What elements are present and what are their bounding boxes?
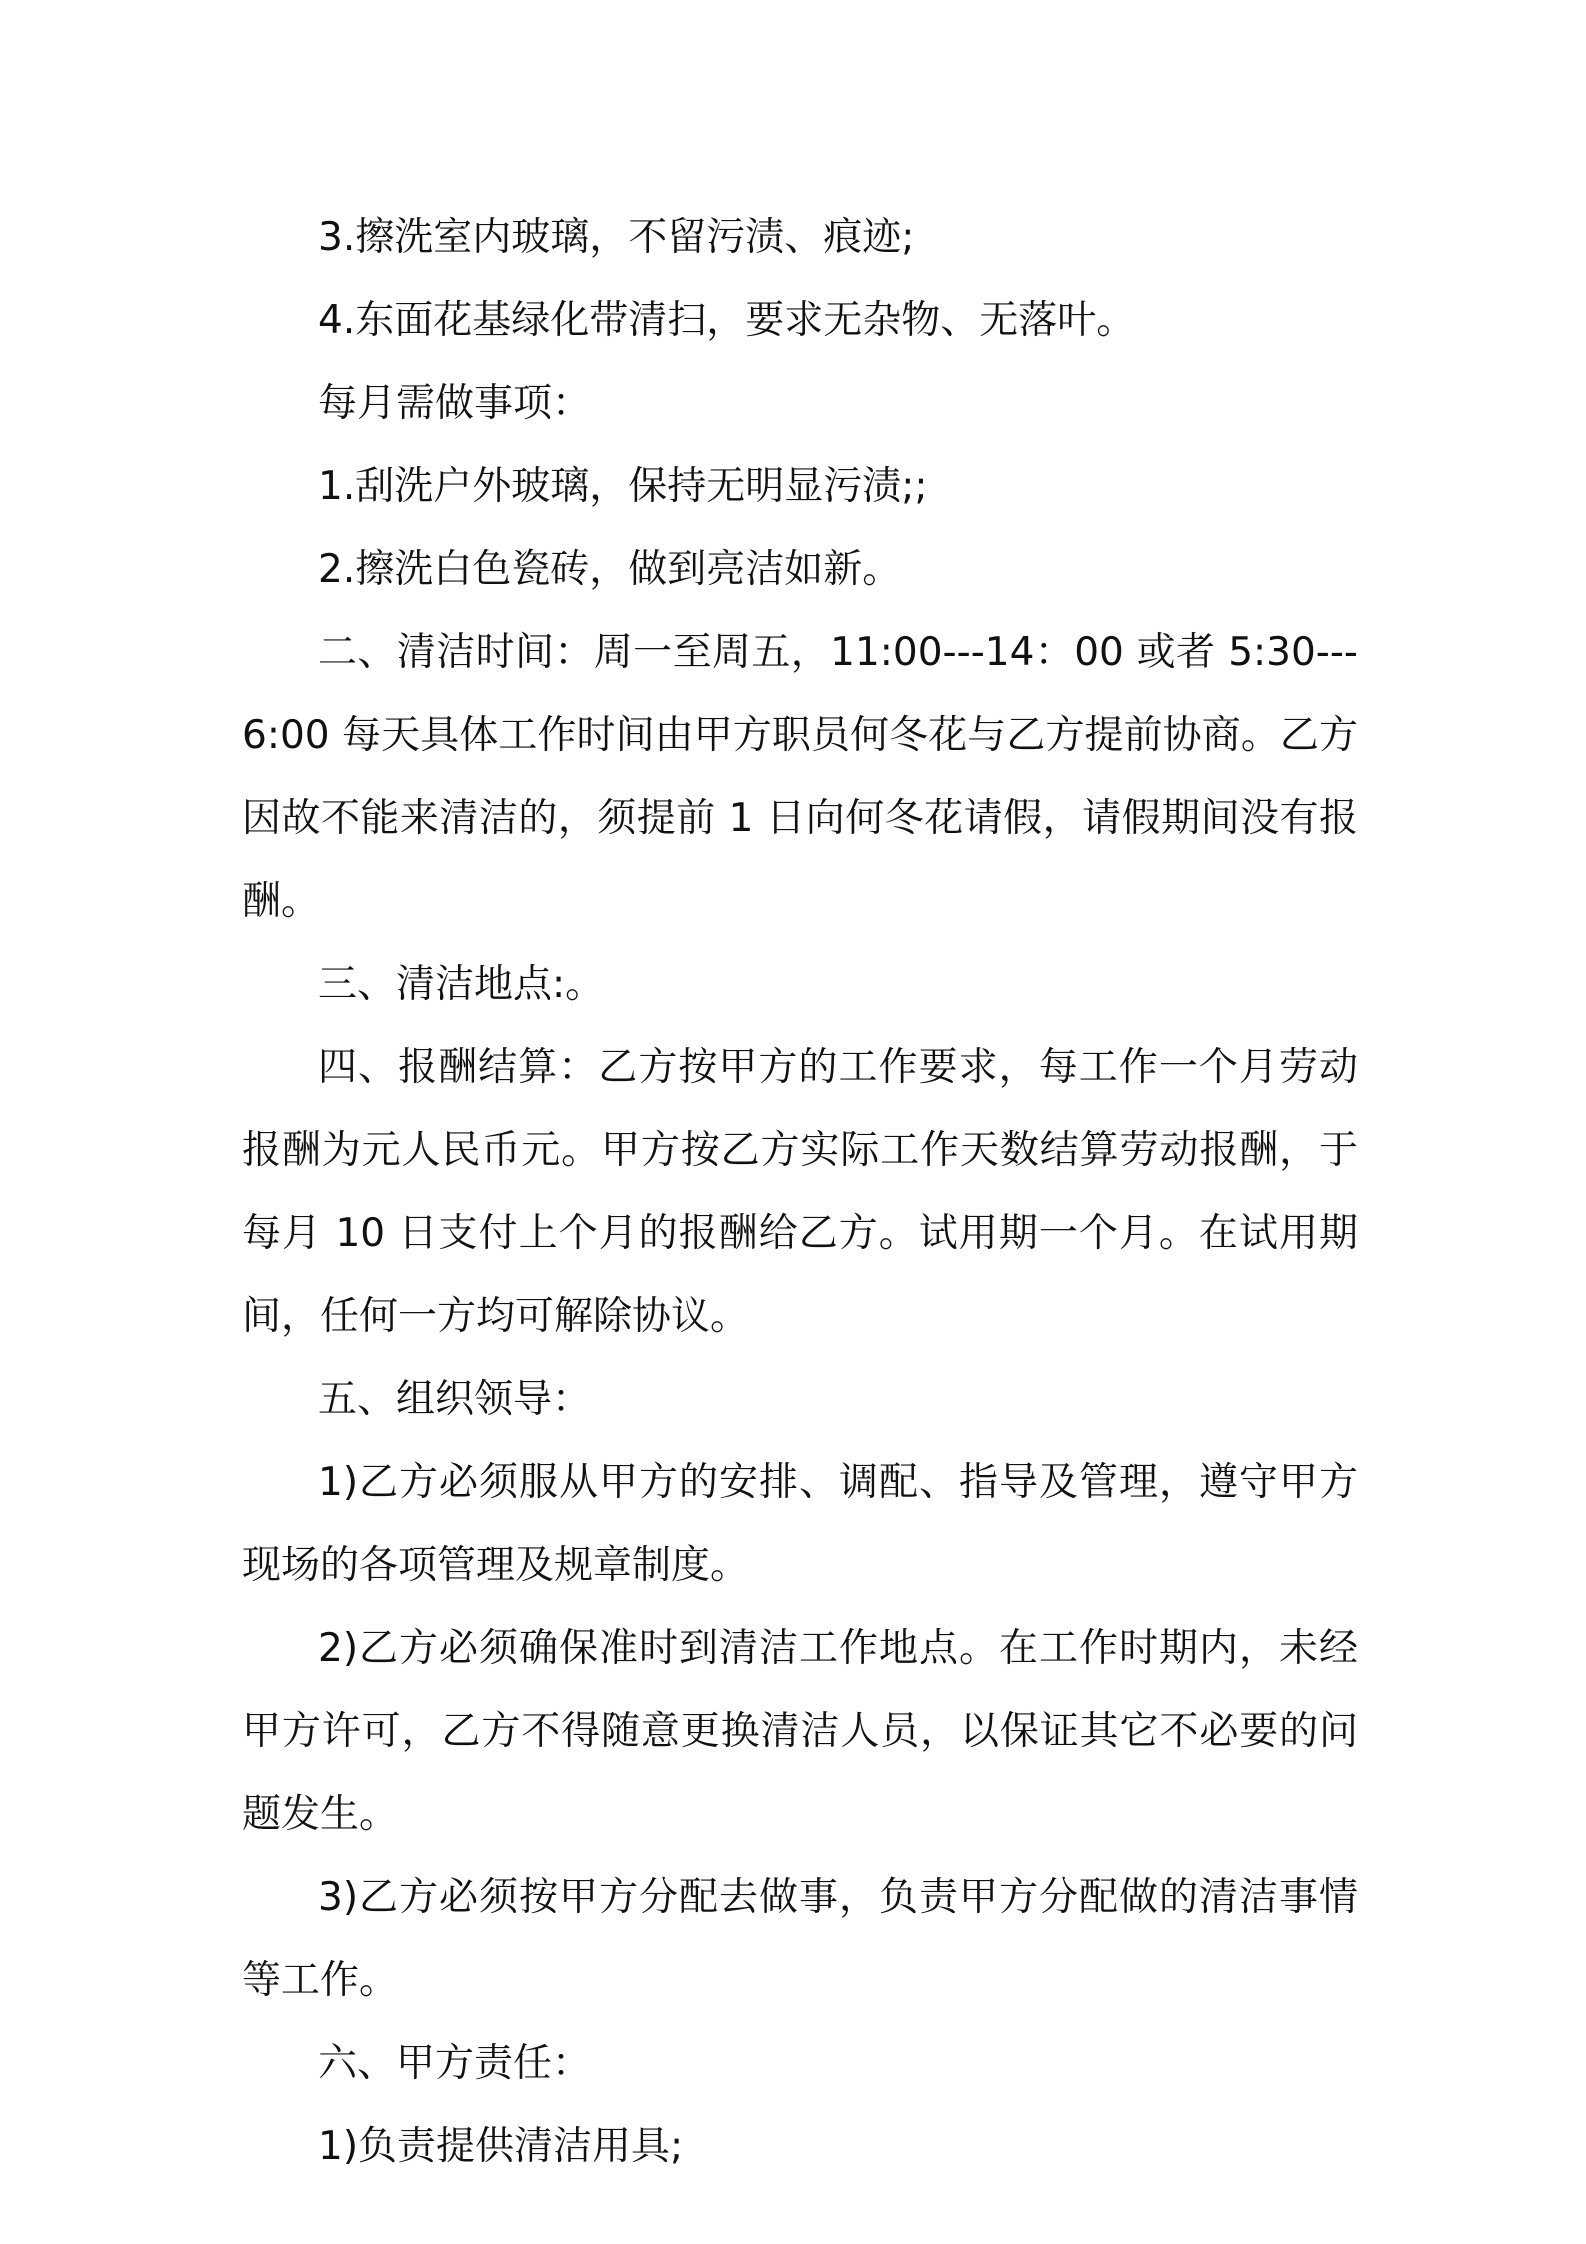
paragraph-cleaning-time: 二、清洁时间：周一至周五，11:00---14：00 或者 5:30---6:00 每天具体工作时间由甲方职员何冬花与乙方提前协商。乙方因故不能来清洁的，须提前 1 日向何冬花请假，请假期间没有报酬。 — [242, 630, 1358, 924]
paragraph-monthly-item-1: 1.刮洗户外玻璃，保持无明显污渍;; — [318, 464, 928, 509]
paragraph-cleaning-location: 三、清洁地点:。 — [318, 962, 605, 1007]
document-body — [242, 196, 1358, 2188]
paragraph-organization-heading: 五、组织领导： — [318, 1377, 592, 1422]
paragraph-party-a-heading: 六、甲方责任： — [318, 2041, 592, 2086]
paragraph-daily-item-4: 4.东面花基绿化带清扫，要求无杂物、无落叶。 — [318, 298, 1136, 343]
paragraph-organization-item-3: 3)乙方必须按甲方分配去做事，负责甲方分配做的清洁事情等工作。 — [242, 1875, 1358, 2003]
paragraph-payment-settlement: 四、报酬结算：乙方按甲方的工作要求，每工作一个月劳动报酬为元人民币元。甲方按乙方实际工作天数结算劳动报酬，于每月 10 日支付上个月的报酬给乙方。试用期一个月。在试用期间，任何一方均可解除协议。 — [242, 1045, 1358, 1339]
paragraph-daily-item-3: 3.擦洗室内玻璃，不留污渍、痕迹; — [318, 215, 915, 260]
paragraph-organization-item-1: 1)乙方必须服从甲方的安排、调配、指导及管理，遵守甲方现场的各项管理及规章制度。 — [242, 1460, 1358, 1588]
paragraph-monthly-heading: 每月需做事项： — [318, 381, 592, 426]
paragraph-organization-item-2: 2)乙方必须确保准时到清洁工作地点。在工作时期内，未经甲方许可，乙方不得随意更换清洁人员，以保证其它不必要的问题发生。 — [242, 1626, 1358, 1837]
paragraph-party-a-item-1: 1)负责提供清洁用具; — [318, 2124, 684, 2169]
paragraph-monthly-item-2: 2.擦洗白色瓷砖，做到亮洁如新。 — [318, 547, 902, 592]
